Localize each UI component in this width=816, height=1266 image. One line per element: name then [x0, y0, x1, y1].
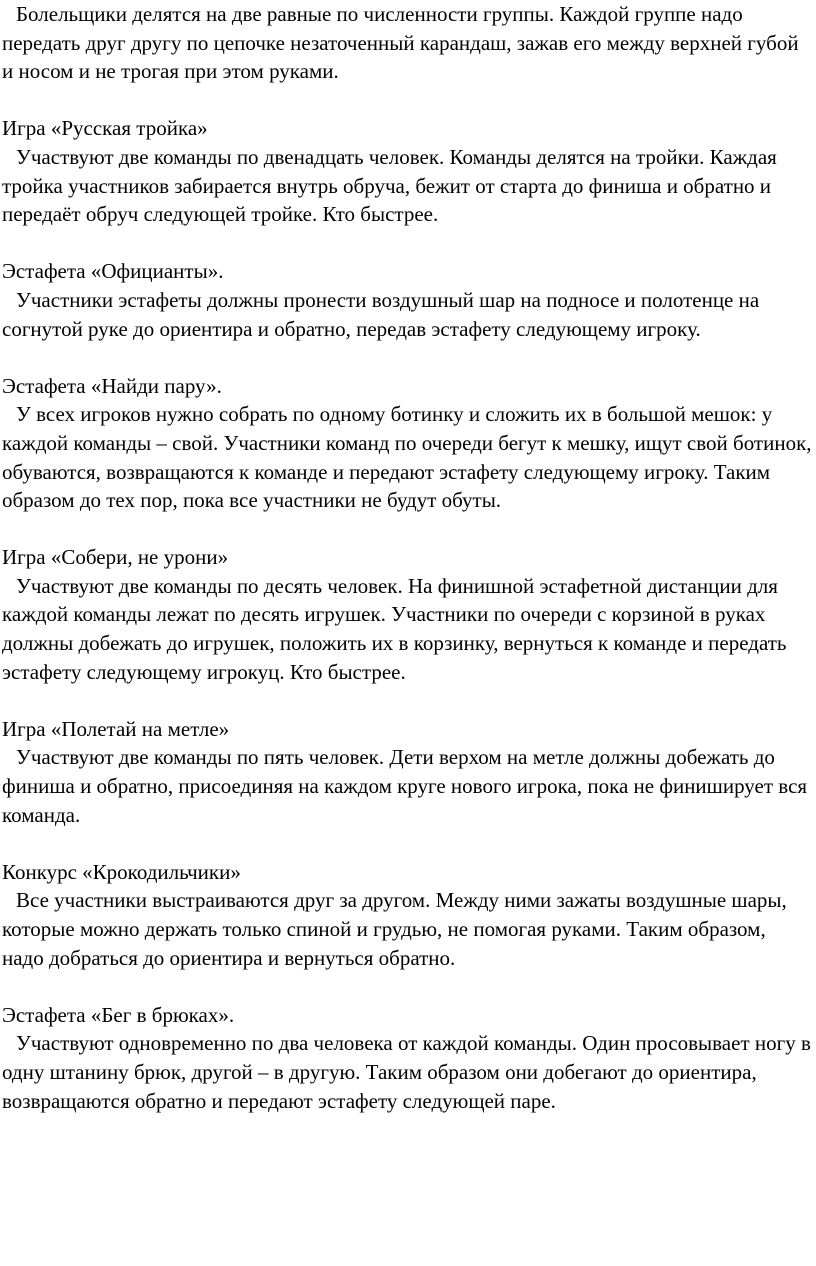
section-text-soberi-ne-uroni: Участвуют две команды по десять человек. На финишной эстафетной дистанции для каждой команды лежат по десять игрушек. Участники по очереди с корзиной в руках должны добежать до игрушек, положить их в корзинку, вернуться к команде и передать эстафету следующему игрокуц. Кто быстрее. [2, 573, 787, 684]
intro-paragraph: Болельщики делятся на две равные по численности группы. Каждой группе надо передать друг другу по цепочке незаточенный карандаш, зажав его между верхней губой и носом и не трогая при этом руками. [2, 2, 799, 84]
section-text-beg-v-bryukah: Участвуют одновременно по два человека от каждой команды. Один просовывает ногу в одну штанину брюк, другой – в другую. Таким образом они добегают до ориентира, возвращаются обратно и передают эстафету следующей паре. [2, 1031, 811, 1113]
section-text-krokodilchiki: Все участники выстраиваются друг за другом. Между ними зажаты воздушные шары, которые можно держать только спиной и грудью, не помогая руками. Таким образом, надо добраться до ориентира и вернуться обратно. [2, 888, 787, 970]
section-heading-poletay-na-metle: Игра «Полетай на метле» [2, 716, 230, 741]
section-heading-beg-v-bryukah: Эстафета «Бег в брюках». [2, 1002, 235, 1027]
section-heading-russkaya-troika: Игра «Русская тройка» [2, 116, 208, 141]
section-heading-ofitsianty: Эстафета «Официанты». [2, 259, 224, 284]
section-text-naydi-paru: У всех игроков нужно собрать по одному ботинку и сложить их в большой мешок: у каждой команды – свой. Участники команд по очереди бегут к мешку, ищут свой ботинок, обуваются, возвращаются к команде и передают эстафету следующему игроку. Таким образом до тех пор, пока все участники не будут обуты. [2, 402, 812, 513]
section-text-russkaya-troika: Участвуют две команды по двенадцать человек. Команды делятся на тройки. Каждая тройка участников забирается внутрь обруча, бежит от старта до финиша и обратно и передаёт обруч следующей тройке. Кто быстрее. [2, 144, 777, 227]
section-text-poletay-na-metle: Участвуют две команды по пять человек. Дети верхом на метле должны добежать до финиша и обратно, присоединяя на каждом круге нового игрока, пока не финиширует вся команда. [2, 745, 808, 827]
section-heading-krokodilchiki: Конкурс «Крокодильчики» [2, 859, 241, 884]
section-heading-naydi-paru: Эстафета «Найди пару». [2, 373, 222, 398]
section-text-ofitsianty: Участники эстафеты должны пронести воздушный шар на подносе и полотенце на согнутой руке до ориентира и обратно, передав эстафету следующему игроку. [2, 287, 760, 341]
section-heading-soberi-ne-uroni: Игра «Собери, не урони» [2, 545, 229, 570]
